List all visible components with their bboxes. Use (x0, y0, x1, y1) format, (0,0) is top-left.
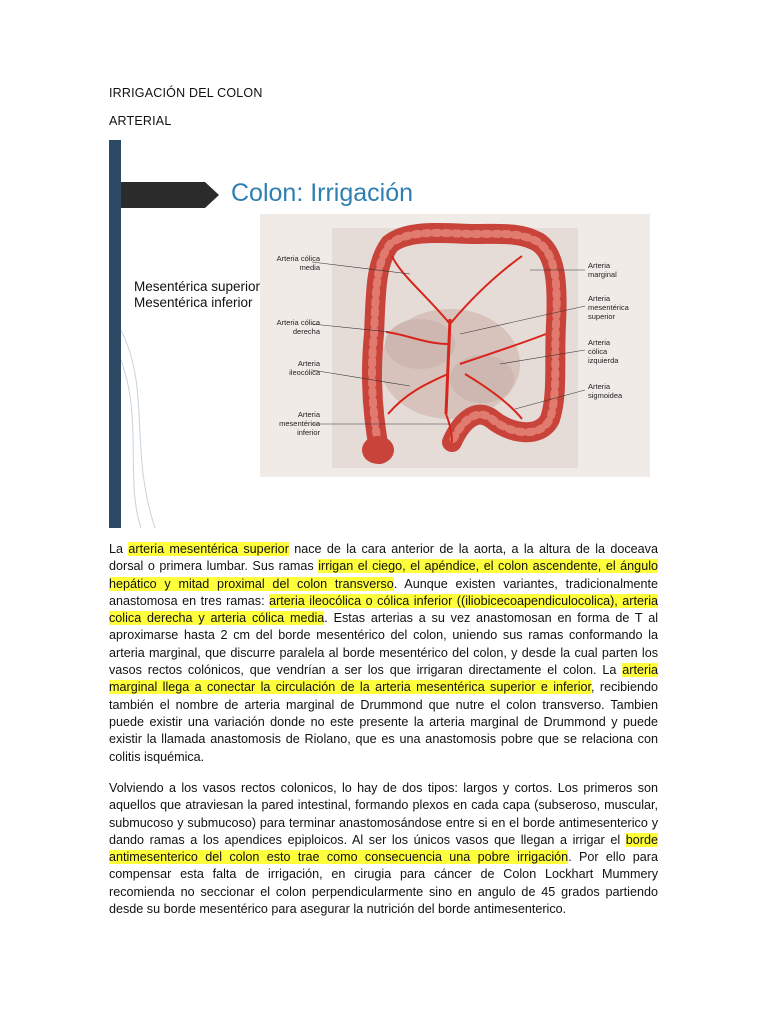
slide-decoration-lines (121, 330, 161, 528)
text-run: , recibiendo también el nombre de arteria marginal de Drummond que nutre el colon transverso. Tambien puede existir una variación donde no este presente la arteria marginal de Drummond y puede existir la llamada anastomosis de Riolano, que es una anastomosis pobre que se relaciona con colitis isquémica. (109, 680, 659, 764)
highlighted-text: borde antimesenterico del colon esto trae como consecuencia una pobre irrigación (109, 832, 658, 865)
slide-side-bar (109, 140, 121, 528)
slide-list-item: Mesentérica superior (134, 279, 261, 294)
slide-artery-list (134, 279, 260, 311)
slide-tab-arrow (121, 182, 221, 208)
label-arteria-ileocolica: Arteria ileocólica (289, 359, 320, 377)
paragraph-2 (109, 780, 658, 918)
highlighted-text: irrigan el ciego, el apéndice, el colon ascendente, el ángulo hepático y mitad proximal del colon transverso (109, 559, 658, 591)
label-arteria-colica-izquierda: Arteria cólica izquierda (588, 338, 619, 365)
text-run: La (109, 542, 129, 556)
text-run: . Estas arterias a su vez anastomosan en forma de T al aproximarse hasta 2 cm del borde mesentérico del colon, uniendo sus ramas conformando la arteria marginal, que discurre paralela al borde mesentérico del colon, y desde la cual parten los vasos rectos colónicos, que vendrían a ser los que irrigaran directamente el colon. La (109, 611, 658, 678)
highlighted-text: arteria mesentérica superior (128, 542, 289, 556)
text-run: Volviendo a los vasos rectos colonicos, lo hay de dos tipos: largos y cortos. Los primeros son aquellos que atraviesan la pared intestinal, formando plexos en cada capa (subseroso, muscular, submucoso y submucoso) para terminar anastomosándose entre si en el borde antimesenterico y dando ramas a los apendices epiploicos. Al ser los únicos vasos que llegan a irrigar el (109, 781, 658, 847)
label-arteria-mesenterica-inferior: Arteria mesentérica inferior (279, 410, 320, 437)
label-arteria-colica-derecha: Arteria cólica derecha (276, 318, 320, 336)
slide-list-item: Mesentérica inferior (134, 295, 253, 310)
label-arteria-colica-media: Arteria cólica media (276, 254, 320, 272)
highlighted-text: arteria marginal llega a conectar la circulación de la arteria mesentérica superior e inferior (109, 663, 658, 695)
slide-title: Colon: Irrigación (231, 179, 414, 207)
text-run: . Por ello para compensar esta falta de irrigación, en cirugia para cáncer de Colon Lockhart Mummery recomienda no seccionar el colon perpendicularmente sino en angulo de 45 grados partiendo desde su borde mesentérico para asegurar la nutrición del borde antimesenterico. (109, 850, 659, 917)
text-run: nace de la cara anterior de la aorta, a la altura de la doceava dorsal o primera lumbar. Sus ramas (109, 542, 658, 574)
label-arteria-sigmoidea: Arteria sigmoidea (588, 382, 623, 400)
text-run: . Aunque existen variantes, tradicionalmente anastomosa en tres ramas: (109, 576, 658, 608)
label-arteria-marginal: Arteria marginal (588, 261, 617, 279)
document-subtitle: ARTERIAL (109, 114, 172, 128)
colon-illustration (260, 214, 650, 477)
document-title: IRRIGACIÓN DEL COLON (109, 86, 263, 100)
paragraph-1 (109, 541, 658, 766)
slide-figure (109, 140, 658, 528)
label-arteria-mesenterica-superior: Arteria mesentérica superior (588, 294, 629, 321)
highlighted-text: arteria ileocólica o cólica inferior ((iliobicecoapendiculocolica), arteria colica derecha y arteria cólica media (109, 593, 659, 626)
